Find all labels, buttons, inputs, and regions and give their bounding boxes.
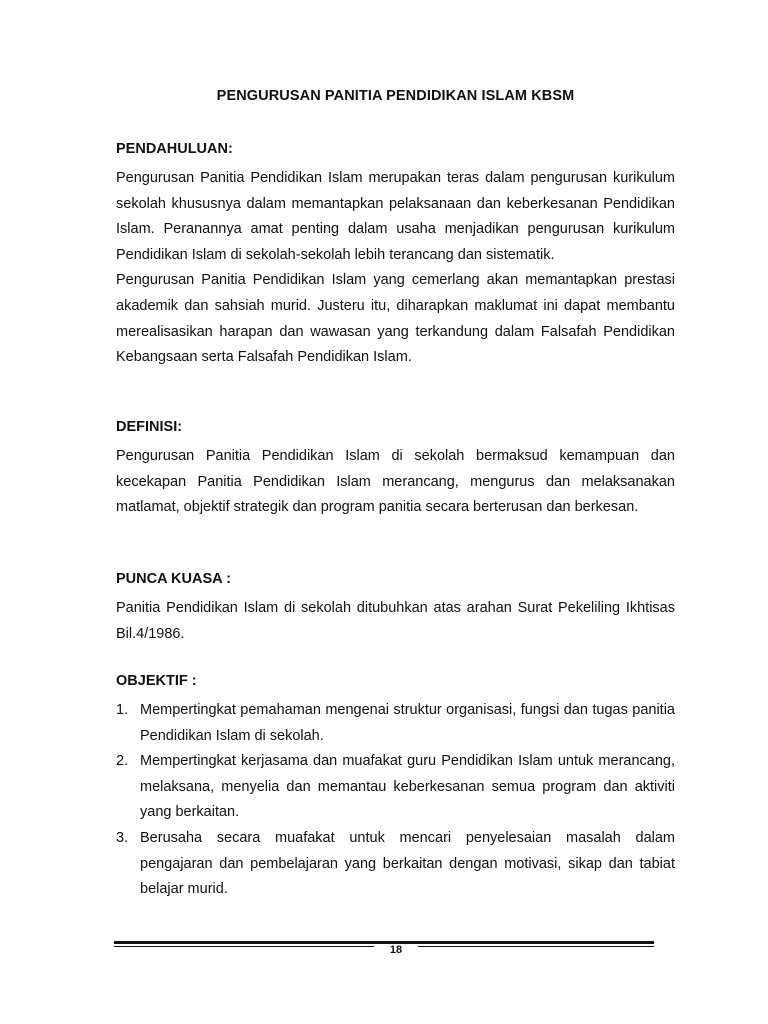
section-heading-punca-kuasa: PUNCA KUASA : xyxy=(116,571,231,587)
list-item-number: 3. xyxy=(116,829,129,846)
list-item-text: Mempertingkat pemahaman mengenai struktur organisasi, fungsi dan tugas panitia Pendidikan Islam di sekolah. xyxy=(140,702,675,744)
list-item xyxy=(116,826,675,903)
list-item xyxy=(116,698,675,749)
paragraph-punca-kuasa-1: Panitia Pendidikan Islam di sekolah ditubuhkan atas arahan Surat Pekeliling Ikhtisas Bil.4/1986. xyxy=(116,600,675,642)
list-item-text: Mempertingkat kerjasama dan muafakat guru Pendidikan Islam untuk merancang, melaksana, menyelia dan memantau keberkesanan semua program dan aktiviti yang berkaitan. xyxy=(140,753,675,821)
paragraph-definisi-1: Pengurusan Panitia Pendidikan Islam di sekolah bermaksud kemampuan dan kecekapan Panitia Pendidikan Islam merancang, mengurus dan melaksanakan matlamat, objektif strategik dan program panitia secara berterusan dan berkesan. xyxy=(116,448,675,516)
paragraph-pendahuluan-1: Pengurusan Panitia Pendidikan Islam merupakan teras dalam pengurusan kurikulum sekolah khususnya dalam memantapkan pelaksanaan dan keberkesanan Pendidikan Islam. Peranannya amat penting dalam usaha menjadikan pengurusan kurikulum Pendidikan Islam di sekolah-sekolah lebih terancang dan sistematik. xyxy=(116,170,675,263)
list-item xyxy=(116,749,675,826)
list-item-number: 2. xyxy=(116,753,129,770)
section-punca-kuasa xyxy=(116,570,675,647)
paragraph-pendahuluan-2: Pengurusan Panitia Pendidikan Islam yang cemerlang akan memantapkan prestasi akademik dan sahsiah murid. Justeru itu, diharapkan maklumat ini dapat membantu merealisasikan harapan dan wawasan yang terkandung dalam Falsafah Pendidikan Kebangsaan serta Falsafah Pendidikan Islam. xyxy=(116,272,675,366)
document-title: PENGURUSAN PANITIA PENDIDIKAN ISLAM KBSM xyxy=(216,88,575,104)
section-heading-pendahuluan: PENDAHULUAN: xyxy=(116,141,233,157)
objektif-list xyxy=(116,698,675,903)
list-item-text: Berusaha secara muafakat untuk mencari penyelesaian masalah dalam pengajaran dan pembelajaran yang berkaitan dengan motivasi, sikap dan tabiat belajar murid. xyxy=(140,829,675,898)
section-pendahuluan xyxy=(116,140,675,371)
section-objektif xyxy=(116,672,675,903)
section-heading-definisi: DEFINISI: xyxy=(116,419,183,435)
section-definisi xyxy=(116,418,675,521)
list-item-number: 1. xyxy=(116,702,129,718)
page-number: 18 xyxy=(374,944,418,956)
section-heading-objektif: OBJEKTIF : xyxy=(116,673,197,689)
